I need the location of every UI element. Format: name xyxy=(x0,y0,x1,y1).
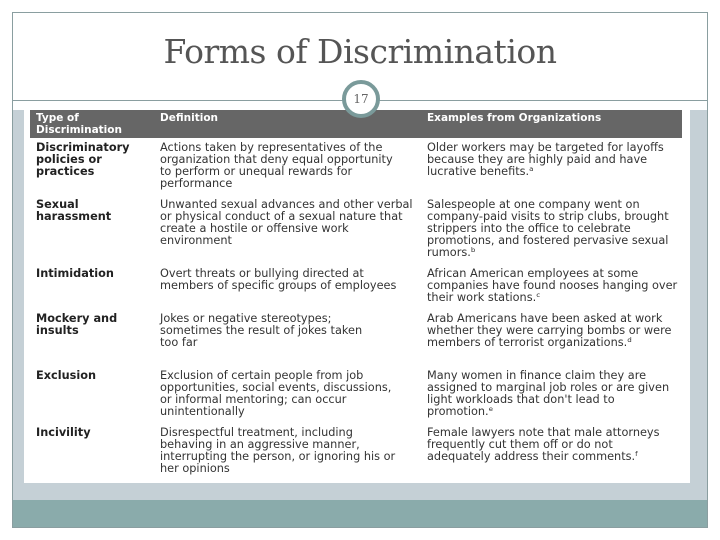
cell-example: African American employees at some companies have found nooses hanging over their work stations.ᶜ xyxy=(427,267,678,304)
cell-example: Arab Americans have been asked at work whether they were carrying bombs or were members of terrorist organizations.ᵈ xyxy=(427,312,672,349)
cell-definition: Exclusion of certain people from job opportunities, social events, discussions, or informal mentoring; can occur unintentionally xyxy=(160,369,392,418)
header-definition: Definition xyxy=(160,112,219,124)
cell-definition: Jokes or negative stereotypes; sometimes the result of jokes taken too far xyxy=(160,312,363,349)
cell-example: Older workers may be targeted for layoffs because they are highly paid and have lucrative benefits.ᵃ xyxy=(427,141,664,178)
cell-example: Many women in finance claim they are assigned to marginal job roles or are given light workloads that don't lead to promotion.ᵉ xyxy=(427,369,670,418)
page-number-badge xyxy=(342,80,380,118)
cell-type: Discriminatory policies or practices xyxy=(36,141,130,178)
cell-definition: Unwanted sexual advances and other verbal or physical conduct of a sexual nature that create a hostile or offensive work environment xyxy=(160,198,413,247)
cell-type: Sexual harassment xyxy=(36,198,112,223)
cell-example: Female lawyers note that male attorneys frequently cut them off or do not adequately address their comments.ᶠ xyxy=(427,426,660,463)
footer-band xyxy=(13,500,707,527)
slide-title: Forms of Discrimination xyxy=(163,32,557,71)
discrimination-table xyxy=(24,110,690,483)
cell-type: Exclusion xyxy=(36,369,97,382)
cell-definition: Actions taken by representatives of the organization that deny equal opportunity to perform or unequal rewards for performance xyxy=(160,141,393,190)
cell-example: Salespeople at one company went on company-paid visits to strip clubs, brought strippers into the office to celebrate promotions, and fostered pervasive sexual rumors.ᵇ xyxy=(427,198,669,259)
header-examples: Examples from Organizations xyxy=(427,112,602,124)
cell-definition: Disrespectful treatment, including behaving in an aggressive manner, interrupting the person, or ignoring his or her opinions xyxy=(160,426,396,475)
cell-type: Incivility xyxy=(36,426,91,439)
cell-type: Intimidation xyxy=(36,267,114,280)
page-number: 17 xyxy=(353,92,369,106)
cell-type: Mockery and insults xyxy=(36,312,118,337)
header-type: Type of Discrimination xyxy=(36,112,122,136)
cell-definition: Overt threats or bullying directed at members of specific groups of employees xyxy=(160,267,397,292)
